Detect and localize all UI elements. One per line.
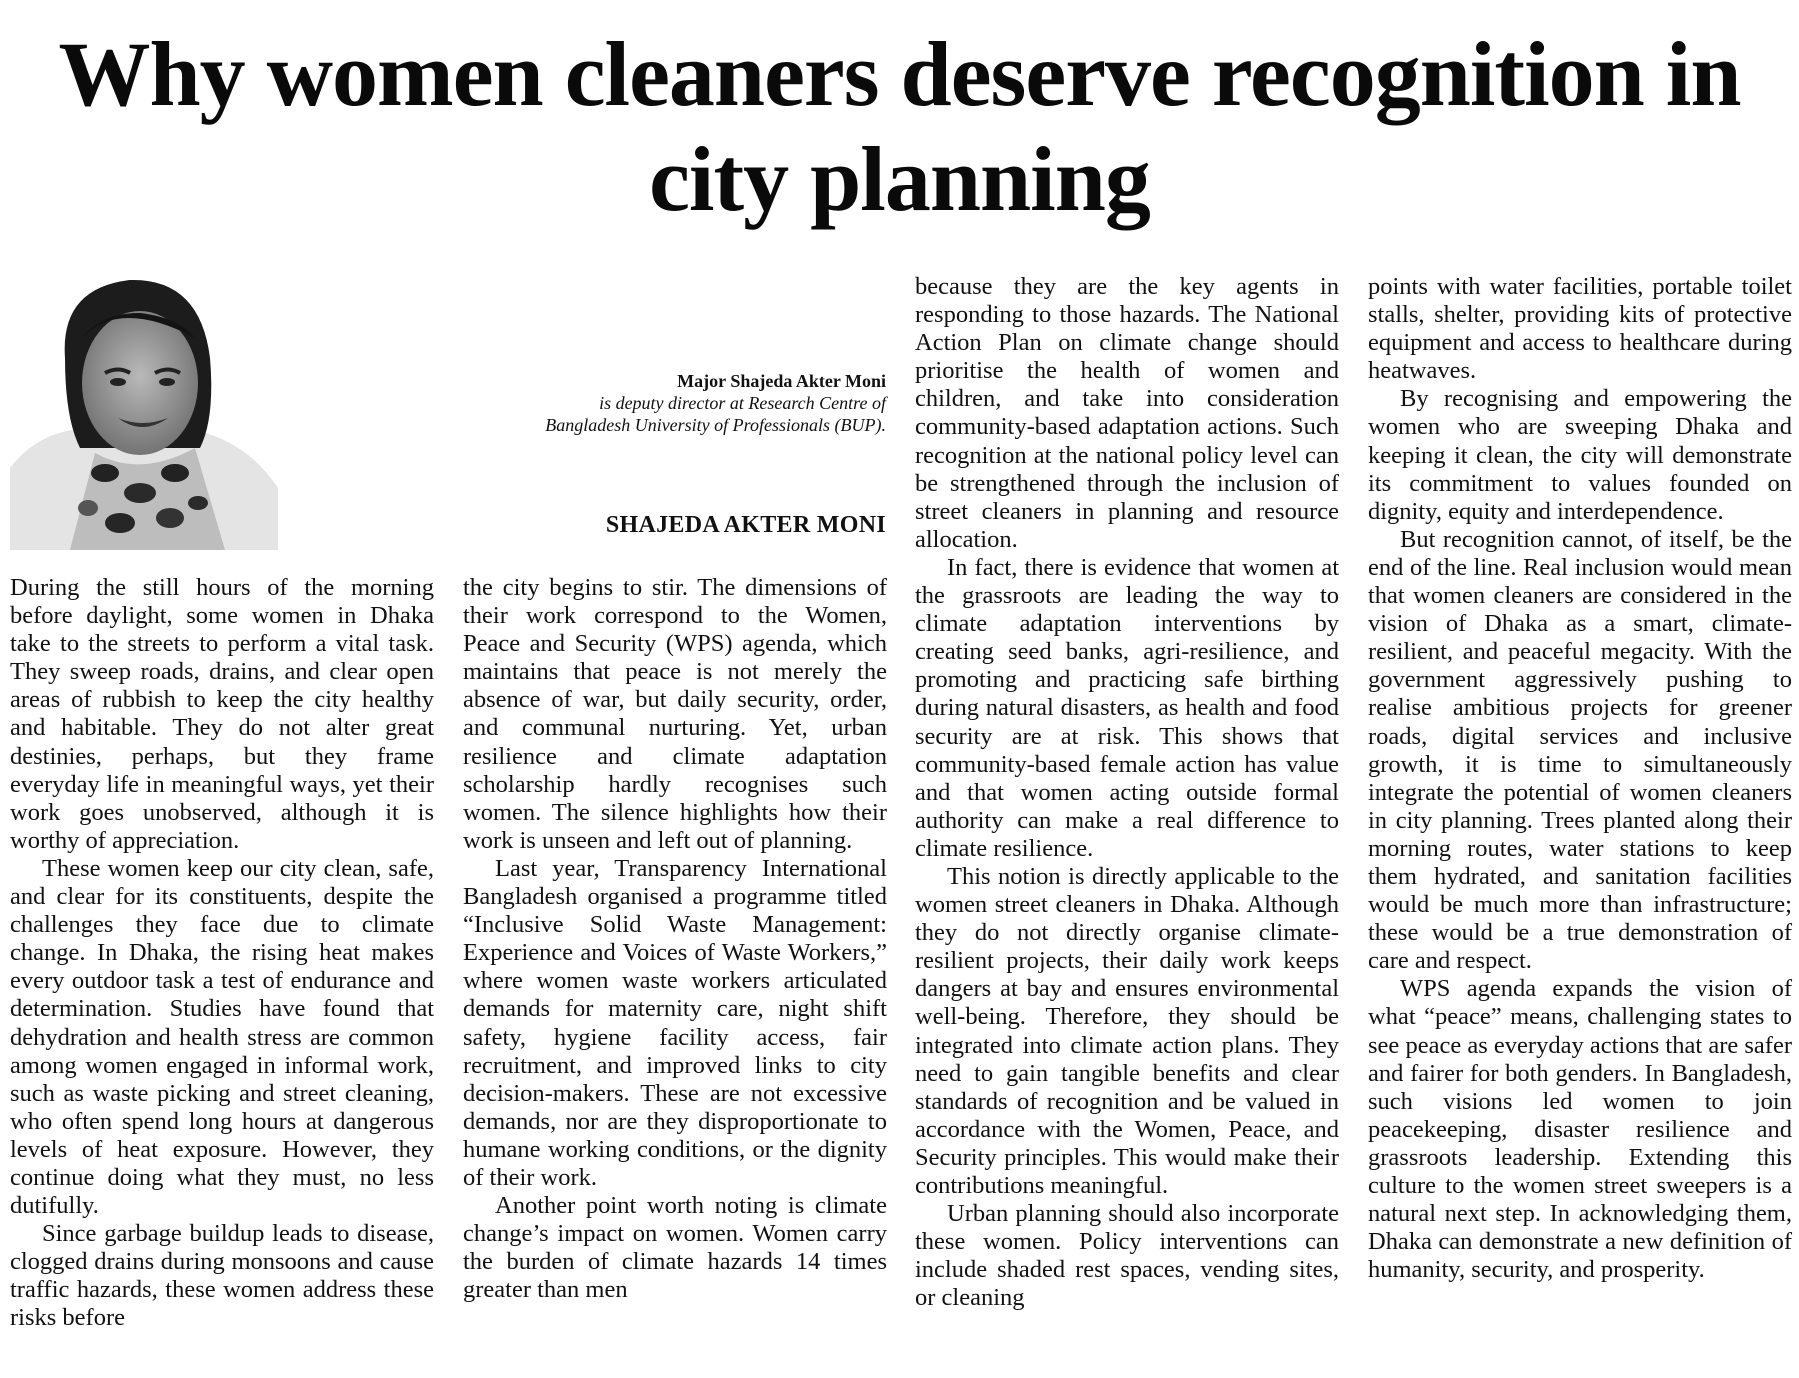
paragraph: But recognition cannot, of itself, be the end of the line. Real inclusion would mean that women cleaners are considered in the vision of Dhaka as a smart, climate-resilient, and peaceful megacity. With the government aggressively pushing to realise ambitious projects for greener roads, digital services and inclusive growth, it is time to simultaneously integrate the potential of women cleaners in city planning. Trees planted along their morning routes, water stations to keep them hydrated, and sanitation facilities would be much more than infrastructure; these would be a true demonstration of care and respect. (1368, 525, 1792, 975)
article-column-4 (1368, 273, 1792, 1284)
paragraph: because they are the key agents in responding to those hazards. The National Action Plan on climate change should prioritise the health of women and children, and take into consideration community-based adaptation actions. Such recognition at the national policy level can be strengthened through the inclusion of street cleaners in planning and resource allocation. (915, 273, 1339, 553)
paragraph: In fact, there is evidence that women at the grassroots are leading the way to climate adaptation interventions by creating seed banks, agri-resilience, and promoting and practicing safe birthing during natural disasters, as health and food security are at risk. This shows that community-based female action has value and that women acting outside formal authority can make a real difference to climate resilience. (915, 553, 1339, 862)
author-bio (440, 370, 886, 436)
paragraph: By recognising and empowering the women who are sweeping Dhaka and keeping it clean, the city will demonstrate its commitment to values founded on dignity, equity and interdependence. (1368, 385, 1792, 525)
paragraph: points with water facilities, portable toilet stalls, shelter, providing kits of protective equipment and access to healthcare during heatwaves. (1368, 273, 1792, 385)
article-column-2 (463, 574, 887, 1304)
author-bio-line: is deputy director at Research Centre of (599, 393, 886, 413)
paragraph: Since garbage buildup leads to disease, clogged drains during monsoons and cause traffic hazards, these women address these risks before (10, 1220, 434, 1332)
article-headline: Why women cleaners deserve recognition in city planning (58, 23, 1741, 230)
author-photo (10, 278, 278, 550)
article-column-1 (10, 574, 434, 1333)
author-bio-line: Bangladesh University of Professionals (BUP). (545, 415, 886, 435)
paragraph: These women keep our city clean, safe, and clear for its constituents, despite the challenges they face due to climate change. In Dhaka, the rising heat makes every outdoor task a test of endurance and determination. Studies have found that dehydration and health stress are common among women engaged in informal work, such as waste picking and street cleaning, who often spend long hours at dangerous levels of heat exposure. However, they continue doing what they must, no less dutifully. (10, 854, 434, 1220)
paragraph: Last year, Transparency International Bangladesh organised a programme titled “Inclusive Solid Waste Management: Experience and Voices of Waste Workers,” where women waste workers articulated demands for maternity care, night shift safety, hygiene facility access, fair recruitment, and improved links to city decision-makers. These are not excessive demands, nor are they disproportionate to humane working conditions, or the dignity of their work. (463, 854, 887, 1191)
paragraph: Urban planning should also incorporate these women. Policy interventions can include shaded rest spaces, vending sites, or cleaning (915, 1200, 1339, 1312)
paragraph: Another point worth noting is climate change’s impact on women. Women carry the burden of climate hazards 14 times greater than men (463, 1192, 887, 1304)
paragraph: WPS agenda expands the vision of what “peace” means, challenging states to see peace as everyday actions that are safer and fairer for both genders. In Bangladesh, such visions led women to join peacekeeping, disaster resilience and grassroots leadership. Extending this culture to the women street sweepers is a natural next step. In acknowledging them, Dhaka can demonstrate a new definition of humanity, security, and prosperity. (1368, 975, 1792, 1284)
paragraph: This notion is directly applicable to the women street cleaners in Dhaka. Although they do not directly organise climate-resilient projects, their daily work keeps dangers at bay and ensures environmental well-being. Therefore, they should be integrated into climate action plans. They need to gain tangible benefits and clear standards of recognition and be valued in accordance with the Women, Peace, and Security principles. This would make their contributions meaningful. (915, 862, 1339, 1199)
article-column-3 (915, 273, 1339, 1312)
author-bio-name: Major Shajeda Akter Moni (677, 371, 886, 391)
paragraph: the city begins to stir. The dimensions of their work correspond to the Women, Peace and Security (WPS) agenda, which maintains that peace is not merely the absence of war, but daily security, order, and communal nurturing. Yet, urban resilience and climate adaptation scholarship hardly recognises such women. The silence highlights how their work is unseen and left out of planning. (463, 574, 887, 854)
author-name: SHAJEDA AKTER MONI (605, 512, 886, 538)
paragraph: During the still hours of the morning before daylight, some women in Dhaka take to the streets to perform a vital task. They sweep roads, drains, and clear open areas of rubbish to keep the city healthy and habitable. They do not alter great destinies, perhaps, but they frame everyday life in meaningful ways, yet their work goes unobserved, although it is worthy of appreciation. (10, 574, 434, 854)
